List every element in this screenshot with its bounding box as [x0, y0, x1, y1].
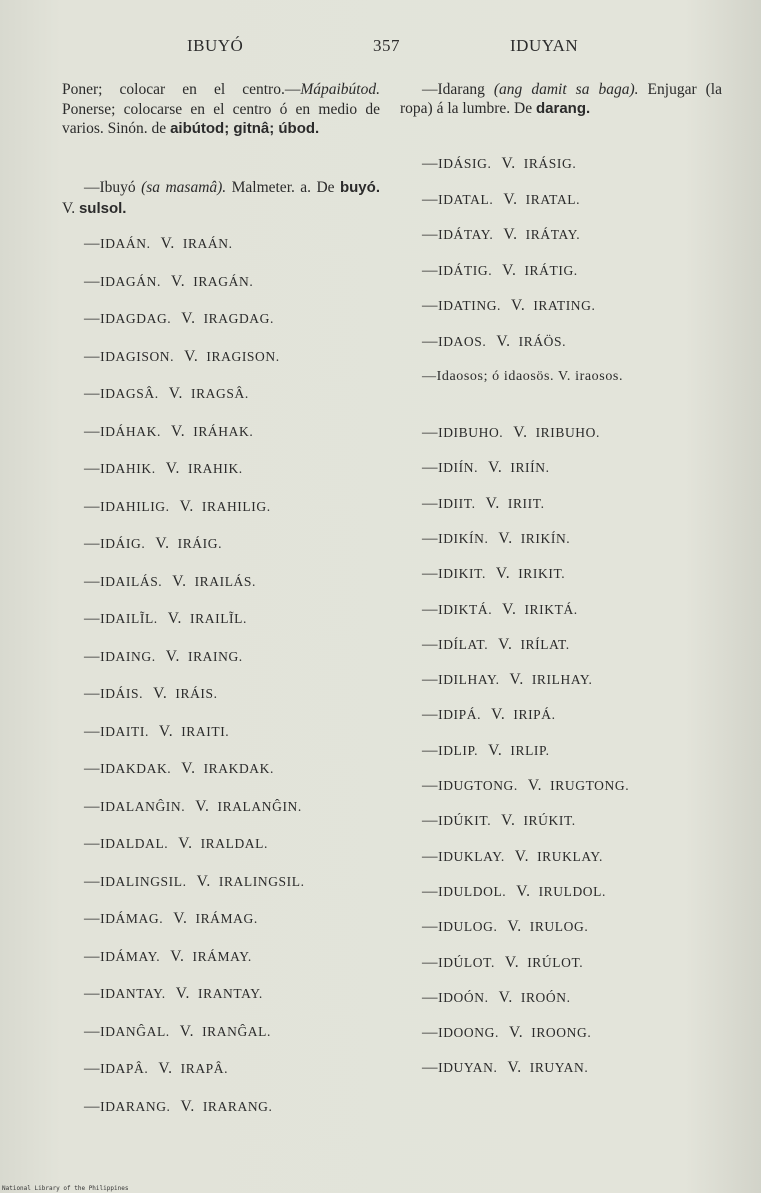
entry-headword: IDÚLOT. [438, 954, 495, 970]
entry-headword: IDUKLAY. [438, 848, 505, 864]
entry-headword: IDAITI. [100, 723, 149, 739]
see-abbreviation: V. [501, 812, 516, 830]
entry-reference: IRAING. [187, 648, 243, 664]
cross-reference-entry [62, 573, 256, 591]
entry-reference: IRANĜAL. [202, 1023, 271, 1039]
entry-dash: — [422, 671, 439, 689]
entry-headword: IDUYAN. [438, 1060, 498, 1076]
entry-headword: IDAGDAG. [100, 311, 172, 326]
see-abbreviation: V. [501, 155, 516, 172]
entry-reference: IRAHIK. [187, 461, 243, 476]
see-abbreviation: V. [170, 272, 186, 290]
entry-reference: IRATAL. [525, 191, 581, 207]
cross-reference-entry [62, 535, 222, 553]
entry-dash: — [84, 797, 101, 815]
entry-headword: IDAGSÂ. [100, 386, 159, 401]
entry-dash: — [422, 297, 439, 314]
see-abbreviation: V. [181, 310, 196, 327]
entry-headword: IDAGÁN. [100, 273, 161, 289]
entry-reference: IRATING. [533, 298, 596, 313]
see-abbreviation: V. [498, 988, 513, 1006]
entry-reference: IRÁSIG. [523, 156, 577, 171]
entry-headword: IDALANĜIN. [100, 798, 186, 814]
entry-headword: IDAKDAK. [100, 761, 172, 776]
entry-dash: — [84, 610, 101, 627]
entry-dash: — [422, 459, 439, 477]
entry-reference: IRAILĨL. [190, 611, 247, 626]
entry-reference: IRAGÁN. [193, 273, 254, 289]
cross-reference-entry [400, 495, 545, 513]
see-abbreviation: V. [516, 882, 531, 900]
entry-reference: IRUYAN. [529, 1060, 589, 1076]
cross-reference-entry [62, 948, 252, 966]
cross-reference-entry [400, 262, 578, 280]
see-abbreviation: V. [170, 947, 185, 965]
header-left-guide-word: IBUYÓ [187, 36, 244, 55]
entry-dash: — [84, 535, 101, 552]
cross-reference-entry [400, 459, 550, 477]
cross-reference-entry [62, 423, 253, 441]
entry-headword: IDAILĨL. [100, 611, 158, 626]
entry-reference: IRAGISON. [206, 348, 280, 364]
see-abbreviation: V. [155, 535, 170, 552]
cross-reference-entry [400, 883, 606, 901]
cross-reference-entry [400, 1024, 591, 1042]
see-abbreviation: V. [195, 797, 210, 815]
see-abbreviation: V. [178, 835, 193, 852]
entry-dash: — [84, 1060, 101, 1077]
entry-headword: IDÁIS. [100, 686, 144, 701]
entry-headword: IDANĜAL. [100, 1023, 170, 1039]
cross-reference-entry [62, 985, 263, 1003]
entry-headword: IDULOG. [438, 919, 498, 935]
entry-headword: IDAPÂ. [100, 1061, 149, 1076]
entry-reference: IRULDOL. [538, 883, 606, 899]
cross-reference-entry [62, 235, 233, 253]
cross-reference-entry [62, 873, 305, 891]
see-abbreviation: V. [498, 635, 513, 653]
entry-reference: IRALINGSIL. [218, 873, 305, 889]
entry-dash: — [84, 722, 101, 740]
entry-dash: — [84, 685, 101, 702]
entry-dash: — [422, 812, 439, 830]
cross-reference-entry [62, 648, 243, 666]
entry-reference: IRÁTIG. [524, 262, 578, 278]
entry-dash: — [422, 529, 439, 547]
cross-reference-entry [400, 297, 595, 315]
entry-reference: IRAITI. [181, 723, 230, 739]
cross-reference-entry [400, 954, 583, 972]
entry-headword: IDIKIT. [438, 566, 486, 582]
entry-reference: IRUGTONG. [550, 778, 630, 793]
entry-headword: IDÁTAY. [438, 227, 494, 242]
entry-dash: — [422, 494, 439, 512]
entry-dash: — [84, 947, 101, 965]
entry-headword: IDAOS. [438, 333, 487, 349]
entry-reference: IRÁIS. [175, 686, 218, 701]
see-abbreviation: V. [511, 297, 526, 314]
entry-headword: IDATAL. [438, 191, 494, 207]
cross-reference-entry [62, 685, 218, 703]
entry-headword: IDÁTIG. [438, 262, 493, 278]
entry-dash: — [422, 190, 439, 208]
entry-headword: IDAING. [100, 648, 156, 664]
entry-headword: IDAILÁS. [100, 573, 163, 589]
cross-reference-entry [400, 812, 576, 830]
cross-reference-entry [400, 1059, 588, 1077]
entry-headword: IDIKÍN. [438, 530, 489, 546]
cross-reference-entry [62, 910, 258, 928]
entry-reference: IRIÍN. [510, 460, 550, 476]
entry-headword: IDLIP. [438, 742, 479, 758]
entry-reference: IRAKDAK. [203, 761, 274, 776]
see-abbreviation: V. [175, 985, 190, 1002]
entry-dash: — [84, 872, 101, 890]
cross-reference-entry [400, 601, 578, 619]
entry-dash: — [84, 835, 101, 852]
entry-dash: — [422, 600, 439, 618]
see-abbreviation: V. [503, 226, 518, 243]
entry-dash: — [84, 460, 101, 477]
entry-dash: — [422, 953, 439, 971]
entry-dash: — [422, 777, 439, 794]
cross-reference-entry [62, 460, 243, 478]
see-abbreviation: V. [503, 190, 518, 208]
entry-dash: — [84, 422, 101, 440]
entry-headword: IDOONG. [438, 1025, 499, 1041]
entry-dash: — [422, 988, 439, 1006]
entry-reference: IRARANG. [202, 1098, 273, 1114]
entry-reference: IRIKÍN. [520, 530, 571, 546]
entry-dash: — [84, 310, 101, 327]
entry-reference: IRÚKIT. [523, 813, 576, 829]
entry-reference: IRÍLAT. [520, 636, 570, 652]
entry-dash: — [422, 1059, 439, 1077]
entry-idarang-definition: —Idarang (ang damit sa baga). Enjugar (la ropa) á la lumbre. De darang. [400, 81, 722, 117]
entry-headword: IDALINGSIL. [100, 873, 187, 889]
cross-reference-entry [62, 1098, 273, 1116]
see-abbreviation: V. [167, 610, 183, 627]
cross-reference-entry [400, 671, 593, 689]
entry-reference: IRÁTAY. [525, 227, 581, 242]
see-abbreviation: V. [502, 600, 517, 618]
entry-reference: IRAHILIG. [201, 498, 271, 514]
entry-dash: — [422, 706, 439, 724]
entry-dash: — [422, 261, 439, 279]
entry-headword: IDAGISON. [100, 348, 175, 364]
entry-headword: IDAÁN. [100, 236, 151, 251]
entry-headword: IDARANG. [100, 1098, 171, 1114]
entry-reference: IROÓN. [520, 989, 571, 1005]
cross-reference-entry [400, 742, 550, 760]
entry-reference: IRALDAL. [200, 836, 268, 851]
entry-reference: IRÁÖS. [518, 333, 567, 349]
cross-reference-entry [400, 424, 600, 442]
entry-headword: IDIÍN. [438, 460, 479, 476]
entry-reference: IRAPÂ. [180, 1061, 229, 1076]
entry-dash: — [84, 985, 101, 1002]
cross-reference-entry [400, 155, 576, 173]
entry-headword: IDANTAY. [100, 986, 166, 1001]
entry-dash: — [422, 565, 439, 583]
entry-reference: IRÚLOT. [527, 954, 584, 970]
cross-reference-entry [62, 1060, 228, 1078]
page-number: 357 [373, 36, 400, 55]
see-abbreviation: V. [514, 847, 530, 865]
cross-reference-entry [400, 226, 580, 244]
entry-headword: IDIIT. [438, 495, 476, 511]
entry-dash: — [422, 226, 439, 243]
see-abbreviation: V. [508, 1024, 524, 1042]
entry-headword: IDAHILIG. [100, 498, 170, 514]
cross-reference-entry [62, 610, 247, 628]
entry-dash: — [84, 272, 101, 290]
entry-headword: IDULDOL. [438, 883, 507, 899]
entry-headword: IDUGTONG. [438, 778, 518, 793]
entry-headword: IDÁMAG. [100, 911, 164, 926]
entry-dash: — [84, 385, 101, 402]
header-right-guide-word: IDUYAN [510, 36, 579, 55]
see-abbreviation: V. [160, 235, 175, 252]
entry-dash: — [84, 647, 101, 665]
see-abbreviation: V. [165, 460, 180, 477]
entry-reference: IRAÁN. [182, 236, 233, 251]
entry-dash: — [422, 918, 439, 936]
entry-reference: IRÁMAY. [192, 948, 252, 964]
entry-reference: IRIBUHO. [535, 425, 600, 440]
cross-reference-entry [400, 636, 570, 654]
entry-dash: — [422, 635, 439, 653]
entry-reference: IRALANĜIN. [217, 798, 302, 814]
see-abbreviation: V. [488, 459, 503, 477]
running-header [0, 36, 761, 66]
entry-headword: IDOÓN. [438, 989, 489, 1005]
entry-dash: — [84, 572, 101, 590]
entry-headword: IDÚKIT. [438, 813, 492, 829]
see-abbreviation: V. [502, 261, 517, 279]
see-abbreviation: V. [179, 1022, 195, 1040]
see-abbreviation: V. [173, 910, 188, 927]
see-abbreviation: V. [496, 332, 511, 350]
entry-reference: IRANTAY. [198, 986, 263, 1001]
cross-reference-entry [400, 333, 566, 351]
cross-reference-entry [400, 530, 570, 548]
see-abbreviation: V. [181, 760, 196, 777]
entry-reference: IRIKIT. [518, 566, 566, 582]
cross-reference-entry [62, 798, 302, 816]
entry-reference: IRAILÁS. [194, 573, 256, 589]
entry-dash: — [84, 347, 101, 365]
entry-reference: IRÁHAK. [193, 423, 254, 439]
entry-dash: — [422, 882, 439, 900]
entry-headword: IDIBUHO. [438, 425, 504, 440]
see-abbreviation: V. [498, 529, 513, 547]
cross-reference-entry [400, 706, 556, 724]
entry-dash: — [84, 235, 101, 252]
cross-reference-entry [62, 760, 274, 778]
see-abbreviation: V. [509, 671, 524, 689]
see-abbreviation: V. [513, 424, 528, 441]
entry-dash: — [422, 847, 439, 865]
see-abbreviation: V. [507, 1059, 522, 1077]
entry-reference: IRAGDAG. [203, 311, 274, 326]
entry-dash: — [422, 424, 439, 441]
entry-idaosos: —Idaosos; ó idaosös. V. iraosos. [422, 369, 624, 384]
cross-reference-entry [62, 348, 280, 366]
see-abbreviation: V. [507, 918, 522, 936]
see-abbreviation: V. [158, 1060, 173, 1077]
entry-reference: IRILHAY. [531, 672, 593, 688]
entry-headword: IDIPÁ. [438, 707, 482, 723]
entry-dash: — [422, 332, 439, 350]
entry-headword: IDÁMAY. [100, 948, 161, 964]
see-abbreviation: V. [491, 706, 506, 724]
entry-reference: IRIKTÁ. [524, 601, 578, 617]
cross-reference-entry [62, 1023, 271, 1041]
cross-reference-entry [400, 777, 629, 795]
see-abbreviation: V. [180, 1097, 195, 1115]
entry-reference: IRIPÁ. [513, 707, 556, 723]
entry-definition-continued: Poner; colocar en el centro.—Mápaibútod. Ponerse; colocarse en el centro ó en medio de varios. Sinón. de aibútod; gitnâ; úbod. [62, 81, 380, 137]
see-abbreviation: V. [488, 741, 503, 759]
see-abbreviation: V. [172, 572, 187, 590]
see-abbreviation: V. [485, 494, 500, 512]
see-abbreviation: V. [527, 777, 543, 794]
entry-headword: IDÁHAK. [100, 423, 161, 439]
entry-reference: IRÁIG. [177, 536, 223, 551]
cross-reference-entry [62, 385, 249, 403]
see-abbreviation: V. [165, 647, 180, 665]
cross-reference-entry [400, 191, 580, 209]
entry-headword: IDÍLAT. [438, 636, 489, 652]
entry-dash: — [84, 760, 101, 777]
cross-reference-entry [400, 989, 571, 1007]
see-abbreviation: V. [168, 385, 183, 402]
entry-reference: IRIIT. [507, 495, 545, 511]
see-abbreviation: V. [153, 685, 168, 702]
see-abbreviation: V. [158, 722, 174, 740]
entry-headword: IDATING. [438, 298, 502, 313]
cross-reference-entry [62, 835, 268, 853]
entry-ibuyo: —Ibuyó (sa masamâ). Malmeter. a. De buyó. V. sulsol. [62, 179, 380, 217]
cross-reference-entry [62, 498, 271, 516]
entry-headword: IDÁIG. [100, 536, 146, 551]
cross-reference-entry [400, 565, 565, 583]
entry-dash: — [422, 741, 439, 759]
entry-dash: — [84, 910, 101, 927]
see-abbreviation: V. [495, 565, 511, 583]
cross-reference-entry [400, 918, 588, 936]
see-abbreviation: V. [196, 872, 211, 890]
entry-headword: IDAHIK. [100, 461, 156, 476]
entry-dash: — [422, 1024, 439, 1042]
cross-reference-entry [62, 273, 253, 291]
entry-dash: — [84, 1022, 101, 1040]
entry-reference: IRULOG. [529, 919, 589, 935]
entry-reference: IRÁMAG. [195, 911, 258, 926]
see-abbreviation: V. [184, 347, 199, 365]
entry-dash: — [422, 155, 439, 172]
entry-dash: — [84, 1097, 101, 1115]
cross-reference-entry [62, 723, 229, 741]
cross-reference-entry [400, 848, 603, 866]
entry-headword: IDILHAY. [438, 672, 500, 688]
entry-reference: IROONG. [531, 1025, 592, 1041]
see-abbreviation: V. [504, 953, 520, 971]
library-watermark-footer: National Library of the Philippines [2, 1185, 129, 1192]
entry-headword: IDALDAL. [100, 836, 169, 851]
entry-dash: — [84, 497, 101, 515]
entry-reference: IRUKLAY. [537, 848, 604, 864]
cross-reference-entry [62, 310, 274, 328]
see-abbreviation: V. [179, 497, 194, 515]
entry-reference: IRLIP. [510, 742, 550, 758]
entry-reference: IRAGSÂ. [190, 386, 249, 401]
entry-headword: IDIKTÁ. [438, 601, 493, 617]
see-abbreviation: V. [170, 422, 186, 440]
entry-headword: IDÁSIG. [438, 156, 492, 171]
